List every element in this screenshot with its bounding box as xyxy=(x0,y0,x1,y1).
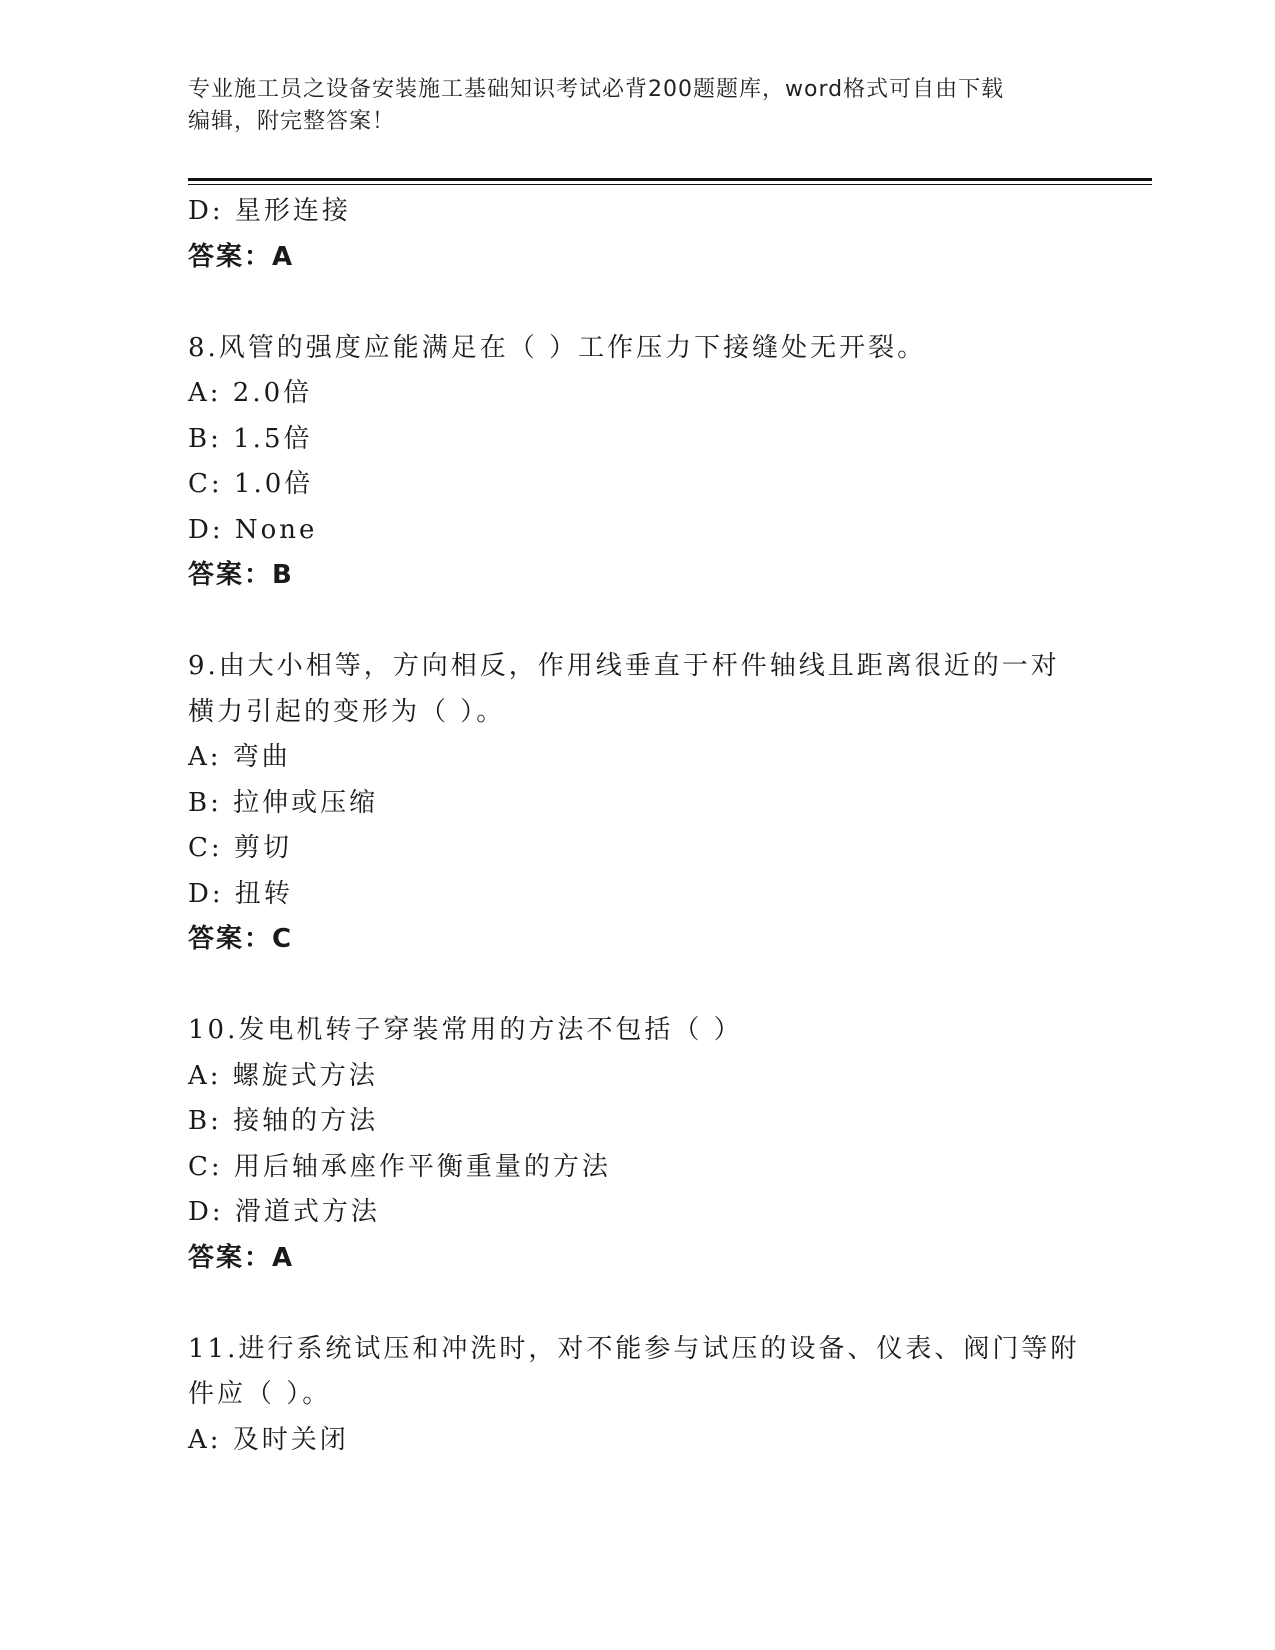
question-8-option-b: B: 1.5倍 xyxy=(188,423,313,454)
header-line-1: 专业施工员之设备安装施工基础知识考试必背200题题库，word格式可自由下载 xyxy=(188,77,1005,102)
question-8-option-c: C: 1.0倍 xyxy=(188,469,314,499)
question-10-answer: 答案：A xyxy=(188,1242,295,1273)
question-9-option-a: A: 弯曲 xyxy=(188,742,291,772)
question-8: 8.风管的强度应能满足在（ ）工作压力下接缝处无开裂。 xyxy=(188,332,927,363)
question-8-option-a: A: 2.0倍 xyxy=(188,378,313,408)
option-d: D: 星形连接 xyxy=(188,196,351,226)
spacer xyxy=(188,1281,1088,1327)
header-divider-thin xyxy=(188,184,1152,185)
spacer xyxy=(188,963,1088,1009)
question-10: 10.发电机转子穿装常用的方法不包括（ ） xyxy=(188,1015,743,1045)
question-10-option-d: D: 滑道式方法 xyxy=(188,1197,380,1227)
question-9-option-d: D: 扭转 xyxy=(188,878,293,909)
question-10-option-c: C: 用后轴承座作平衡重量的方法 xyxy=(188,1151,611,1182)
question-8-option-d: D: None xyxy=(188,514,318,545)
document-body xyxy=(188,189,1088,1463)
question-8-answer: 答案：B xyxy=(188,560,294,590)
question-9-option-b: B: 拉伸或压缩 xyxy=(188,787,379,818)
question-9-line-1: 9.由大小相等，方向相反，作用线垂直于杆件轴线且距离很近的一对 xyxy=(188,651,1060,681)
question-9-answer: 答案：C xyxy=(188,924,294,954)
question-10-option-a: A: 螺旋式方法 xyxy=(188,1060,378,1091)
question-9-option-c: C: 剪切 xyxy=(188,833,292,863)
question-11-option-a: A: 及时关闭 xyxy=(188,1424,349,1455)
header-divider-thick xyxy=(188,178,1152,181)
answer: 答案：A xyxy=(188,241,295,272)
document-header xyxy=(188,74,1068,138)
spacer xyxy=(188,599,1088,645)
header-line-2: 编辑，附完整答案！ xyxy=(188,109,396,134)
question-11-line-1: 11.进行系统试压和冲洗时，对不能参与试压的设备、仪表、阀门等附 xyxy=(188,1333,1080,1364)
spacer xyxy=(188,280,1088,326)
question-10-option-b: B: 接轴的方法 xyxy=(188,1106,379,1136)
question-11-line-2: 件应（ ）。 xyxy=(188,1379,332,1409)
question-9-line-2: 横力引起的变形为（ ）。 xyxy=(188,696,506,727)
